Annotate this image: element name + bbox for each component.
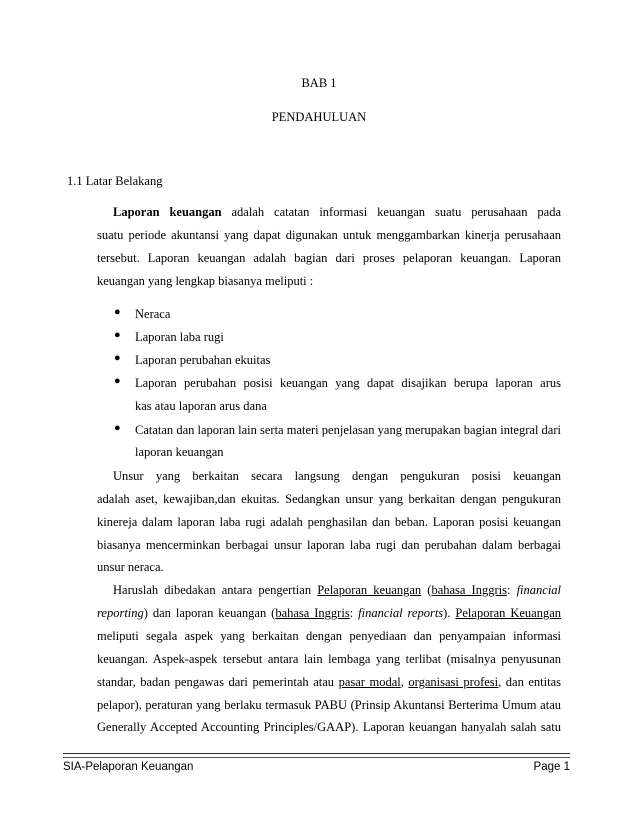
bullet-icon: ● [114,375,121,387]
paragraph-1-line-2: suatu periode akuntansi yang dapat digunakan untuk menggambarkan kinerja perusahaan [97,228,561,242]
section-title: 1.1 Latar Belakang [67,174,163,188]
footer-rule [63,753,570,754]
paragraph-3-line-4: keuangan. Aspek-aspek tersebut antara lain lembaga yang terlibat (misalnya penyusunan [97,652,561,666]
list-item: Laporan laba rugi [135,330,224,344]
paragraph-1-line-1: Laporan keuangan adalah catatan informasi keuangan suatu perusahaan pada [113,205,561,219]
link-bahasa-inggris[interactable]: bahasa Inggris [431,583,507,597]
bullet-icon: ● [114,306,121,318]
link-bahasa-inggris[interactable]: bahasa Inggris [275,606,350,620]
paragraph-3-line-1: Haruslah dibedakan antara pengertian Pelaporan keuangan (bahasa Inggris: financial [113,583,562,597]
paragraph-2-line-3: kinereja dalam laporan laba rugi adalah penghasilan dan beban. Laporan posisi keuangan [97,515,561,529]
list-item: Laporan perubahan posisi keuangan yang dapat disajikan berupa laporan arus [135,376,561,390]
bold-term: Laporan keuangan [113,205,222,219]
paragraph-2-line-4: biasanya mencerminkan berbagai unsur laporan laba rugi dan perubahan dalam berbagai [97,538,561,552]
link-pelaporan-keuangan-2[interactable]: Pelaporan Keuangan [455,606,562,620]
chapter-title: PENDAHULUAN [271,110,367,124]
paragraph-3-line-7: Generally Accepted Accounting Principles/GAAP). Laporan keuangan hanyalah salah satu [97,720,561,734]
paragraph-2-line-5: unsur neraca. [97,560,164,574]
chapter-number: BAB 1 [301,76,337,90]
footer-rule-thin [63,757,570,758]
paragraph-2-line-2: adalah aset, kewajiban,dan ekuitas. Sedangkan unsur yang berkaitan dengan pengukuran [97,492,561,506]
bullet-icon: ● [114,329,121,341]
paragraph-3-line-6: pelapor), peraturan yang berlaku termasuk PABU (Prinsip Akuntansi Berterima Umum atau [97,698,561,712]
link-pelaporan-keuangan[interactable]: Pelaporan keuangan [317,583,422,597]
paragraph-1-line-4: keuangan yang lengkap biasanya meliputi : [97,274,314,288]
list-item: Laporan perubahan ekuitas [135,353,271,367]
list-item: Catatan dan laporan lain serta materi penjelasan yang merupakan bagian integral dari [135,423,561,437]
link-organisasi-profesi[interactable]: organisasi profesi [408,675,499,689]
page-number: Page 1 [533,761,570,773]
link-pasar-modal[interactable]: pasar modal [338,675,401,689]
bullet-icon: ● [114,422,121,434]
bullet-icon: ● [114,352,121,364]
paragraph-1-line-3: tersebut. Laporan keuangan adalah bagian dari proses pelaporan keuangan. Laporan [97,251,561,265]
list-item-continuation: kas atau laporan arus dana [135,399,267,413]
paragraph-2-line-1: Unsur yang berkaitan secara langsung dengan pengukuran posisi keuangan [113,469,561,483]
paragraph-3-line-3: meliputi segala aspek yang berkaitan dengan penyediaan dan penyampaian informasi [97,629,561,643]
paragraph-3-line-5: standar, badan pengawas dari pemerintah atau pasar modal, organisasi profesi, dan entitas [97,675,562,689]
list-item: Neraca [135,307,171,321]
footer-title: SIA-Pelaporan Keuangan [63,761,194,773]
list-item-continuation: laporan keuangan [135,445,224,459]
paragraph-3-line-2: reporting) dan laporan keuangan (bahasa Inggris: financial reports). Pelaporan Keuangan [97,606,562,620]
